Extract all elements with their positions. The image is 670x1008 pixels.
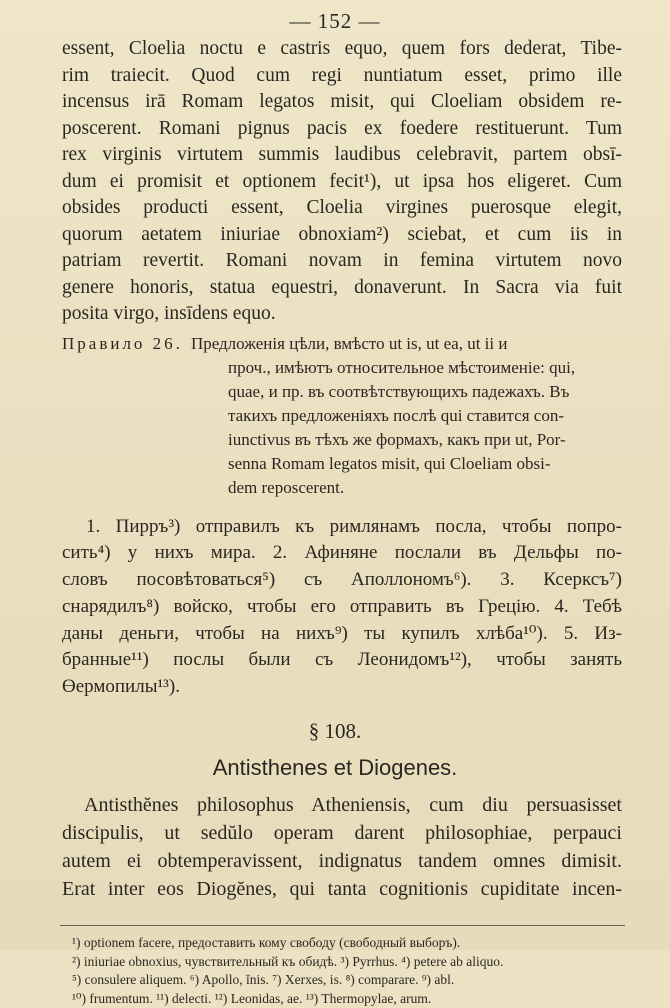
grammar-rule: [62, 332, 622, 500]
exercise-line: даны деньги, чтобы на нихъ⁹) ты купилъ хлѣба¹⁰). 5. Из-: [62, 622, 622, 644]
footnotes: [72, 934, 627, 1008]
text-line: posita virgo, insīdens equo.: [62, 303, 276, 324]
rule-line: quae, и пр. въ соотвѣтствующихъ падежахъ. Въ: [228, 381, 570, 401]
exercise-line: Өермопилы¹³).: [62, 676, 180, 698]
page-number: — 152 —: [289, 9, 381, 33]
rule-line: такихъ предложеніяхъ послѣ qui ставится con-: [228, 405, 564, 425]
text-line: dum ei promisit et optionem fecit¹), ut ipsa hos eligeret. Cum: [62, 170, 622, 192]
rule-line: iunctivus въ тѣхъ же формахъ, какъ при ut, Por-: [228, 429, 566, 449]
text-line: rim traiecit. Quod cum regi nuntiatum esset, primo ille: [62, 64, 622, 86]
text-line: quorum aetatem iniuriae obnoxiam²) sciebat, et cum iis in: [62, 223, 622, 245]
paragraph-cloelia: [62, 36, 622, 328]
exercise-line: бранные¹¹) послы были съ Леонидомъ¹²), чтобы занять: [62, 649, 622, 671]
text-line: essent, Cloelia noctu e castris equo, quem fors dederat, Tibe-: [62, 38, 622, 59]
rule-line: senna Romam legatos misit, qui Cloeliam obsi-: [228, 453, 551, 473]
footnote-line: ¹⁰) frumentum. ¹¹) delecti. ¹²) Leonidas, ae. ¹³) Thermopylae, arum.: [72, 990, 432, 1006]
section-title: Antisthenes et Diogenes.: [212, 755, 458, 781]
paragraph-antisthenes: [62, 791, 622, 903]
exercise-line: словъ посовѣтоваться⁵) съ Аполлономъ⁶). 3. Ксерксъ⁷): [62, 569, 622, 591]
text-line: rex virginis virtutem summis laudibus celebravit, partem obsī-: [62, 144, 622, 165]
text-line: Antisthĕnes philosophus Atheniensis, cum diu persuasisset: [84, 794, 622, 817]
text-line: discipulis, ut sedŭlo operam darent philosophiae, perpauci: [62, 822, 622, 845]
text-line: patriam revertit. Romani novam in femina virtutem novo: [62, 250, 622, 271]
footnote-line: ²) iniuriae obnoxius, чувствительный къ обидѣ. ³) Pyrrhus. ⁴) petere ab aliquo.: [72, 953, 504, 969]
rule-line: dem reposcerent.: [228, 477, 345, 497]
rule-label: Правило 26.: [62, 333, 183, 353]
footnote-line: ¹) optionem facere, предоставить кому свободу (свободный выборъ).: [72, 935, 461, 951]
text-line: Erat inter eos Diogĕnes, qui tanta cognitionis cupiditate incen-: [62, 878, 622, 901]
exercise-line: сить⁴) у нихъ мира. 2. Афиняне послали въ Дельфы по-: [62, 542, 622, 564]
text-line: autem ei obtemperavissent, indignatus tandem omnes dimisit.: [62, 850, 622, 873]
rule-line: проч., имѣютъ относительное мѣстоименіе: qui,: [228, 357, 576, 377]
section-number: § 108.: [308, 719, 362, 744]
exercise-line: снарядилъ⁸) войско, чтобы его отправить въ Грецію. 4. Тебѣ: [62, 595, 622, 617]
text-line: genere honoris, statua equestri, donaverunt. In Sacra via fuit: [62, 276, 622, 298]
text-line: obsides producti essent, Cloelia virgines puerosque elegit,: [62, 197, 622, 218]
rule-line: Предложенія цѣли, вмѣсто ut is, ut ea, ut ii и: [190, 333, 508, 353]
translation-exercise: [62, 514, 622, 702]
footnote-line: ⁵) consulere aliquem. ⁶) Apollo, ĭnis. ⁷) Xerxes, is. ⁸) comparare. ⁹) abl.: [72, 972, 455, 988]
text-line: incensus irā Romam legatos misit, qui Cloeliam obsidem re-: [62, 91, 622, 112]
text-line: poscerent. Romani pignus pacis ex foedere restituerunt. Tum: [62, 117, 622, 139]
footnote-divider: [60, 925, 625, 926]
exercise-line: 1. Пирръ³) отправилъ къ римлянамъ посла, чтобы попро-: [86, 515, 622, 537]
